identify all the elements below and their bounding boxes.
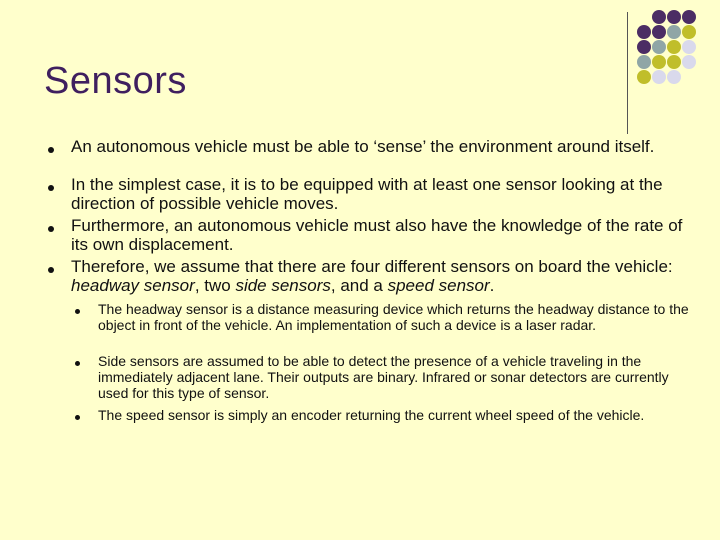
- sub-bullet-item: The speed sensor is simply an encoder returning the current wheel speed of the vehicle.: [98, 407, 645, 423]
- bullet-text-segment: Therefore, we assume that there are four different sensors on board the vehicle:: [71, 257, 673, 276]
- bullet-text-segment: , and a: [330, 275, 388, 295]
- bullet-item: In the simplest case, it is to be equipped with at least one sensor looking at the direction of possible vehicle moves.: [71, 175, 663, 213]
- bullet-item: Furthermore, an autonomous vehicle must also have the knowledge of the rate of its own displacement.: [71, 216, 683, 254]
- sensor-term: side sensors: [235, 275, 331, 295]
- bullet-marker-icon: [48, 267, 54, 273]
- bullet-marker-icon: [48, 147, 54, 153]
- bullet-item: An autonomous vehicle must be able to ‘sense’ the environment around itself.: [71, 137, 655, 156]
- bullet-item: [71, 258, 691, 295]
- sensor-term: speed sensor: [387, 275, 490, 295]
- sensor-term: headway sensor: [71, 275, 195, 295]
- sub-bullet-marker-icon: [75, 415, 80, 420]
- bullet-text-segment: , two: [194, 275, 236, 295]
- bullet-marker-icon: [48, 226, 54, 232]
- bullet-text-segment: .: [489, 275, 495, 295]
- sub-bullet-marker-icon: [75, 309, 80, 314]
- slide-title: Sensors: [44, 60, 187, 102]
- sub-bullet-item: The headway sensor is a distance measuring device which returns the headway distance to the object in front of the vehicle. An implementation of such a device is a laser radar.: [98, 301, 689, 333]
- bullet-marker-icon: [48, 185, 54, 191]
- sub-bullet-marker-icon: [75, 361, 80, 366]
- sub-bullet-item: Side sensors are assumed to be able to detect the presence of a vehicle traveling in the immediately adjacent lane. Their outputs are binary. Infrared or sonar detectors are currently used for this type of sensor.: [98, 353, 669, 401]
